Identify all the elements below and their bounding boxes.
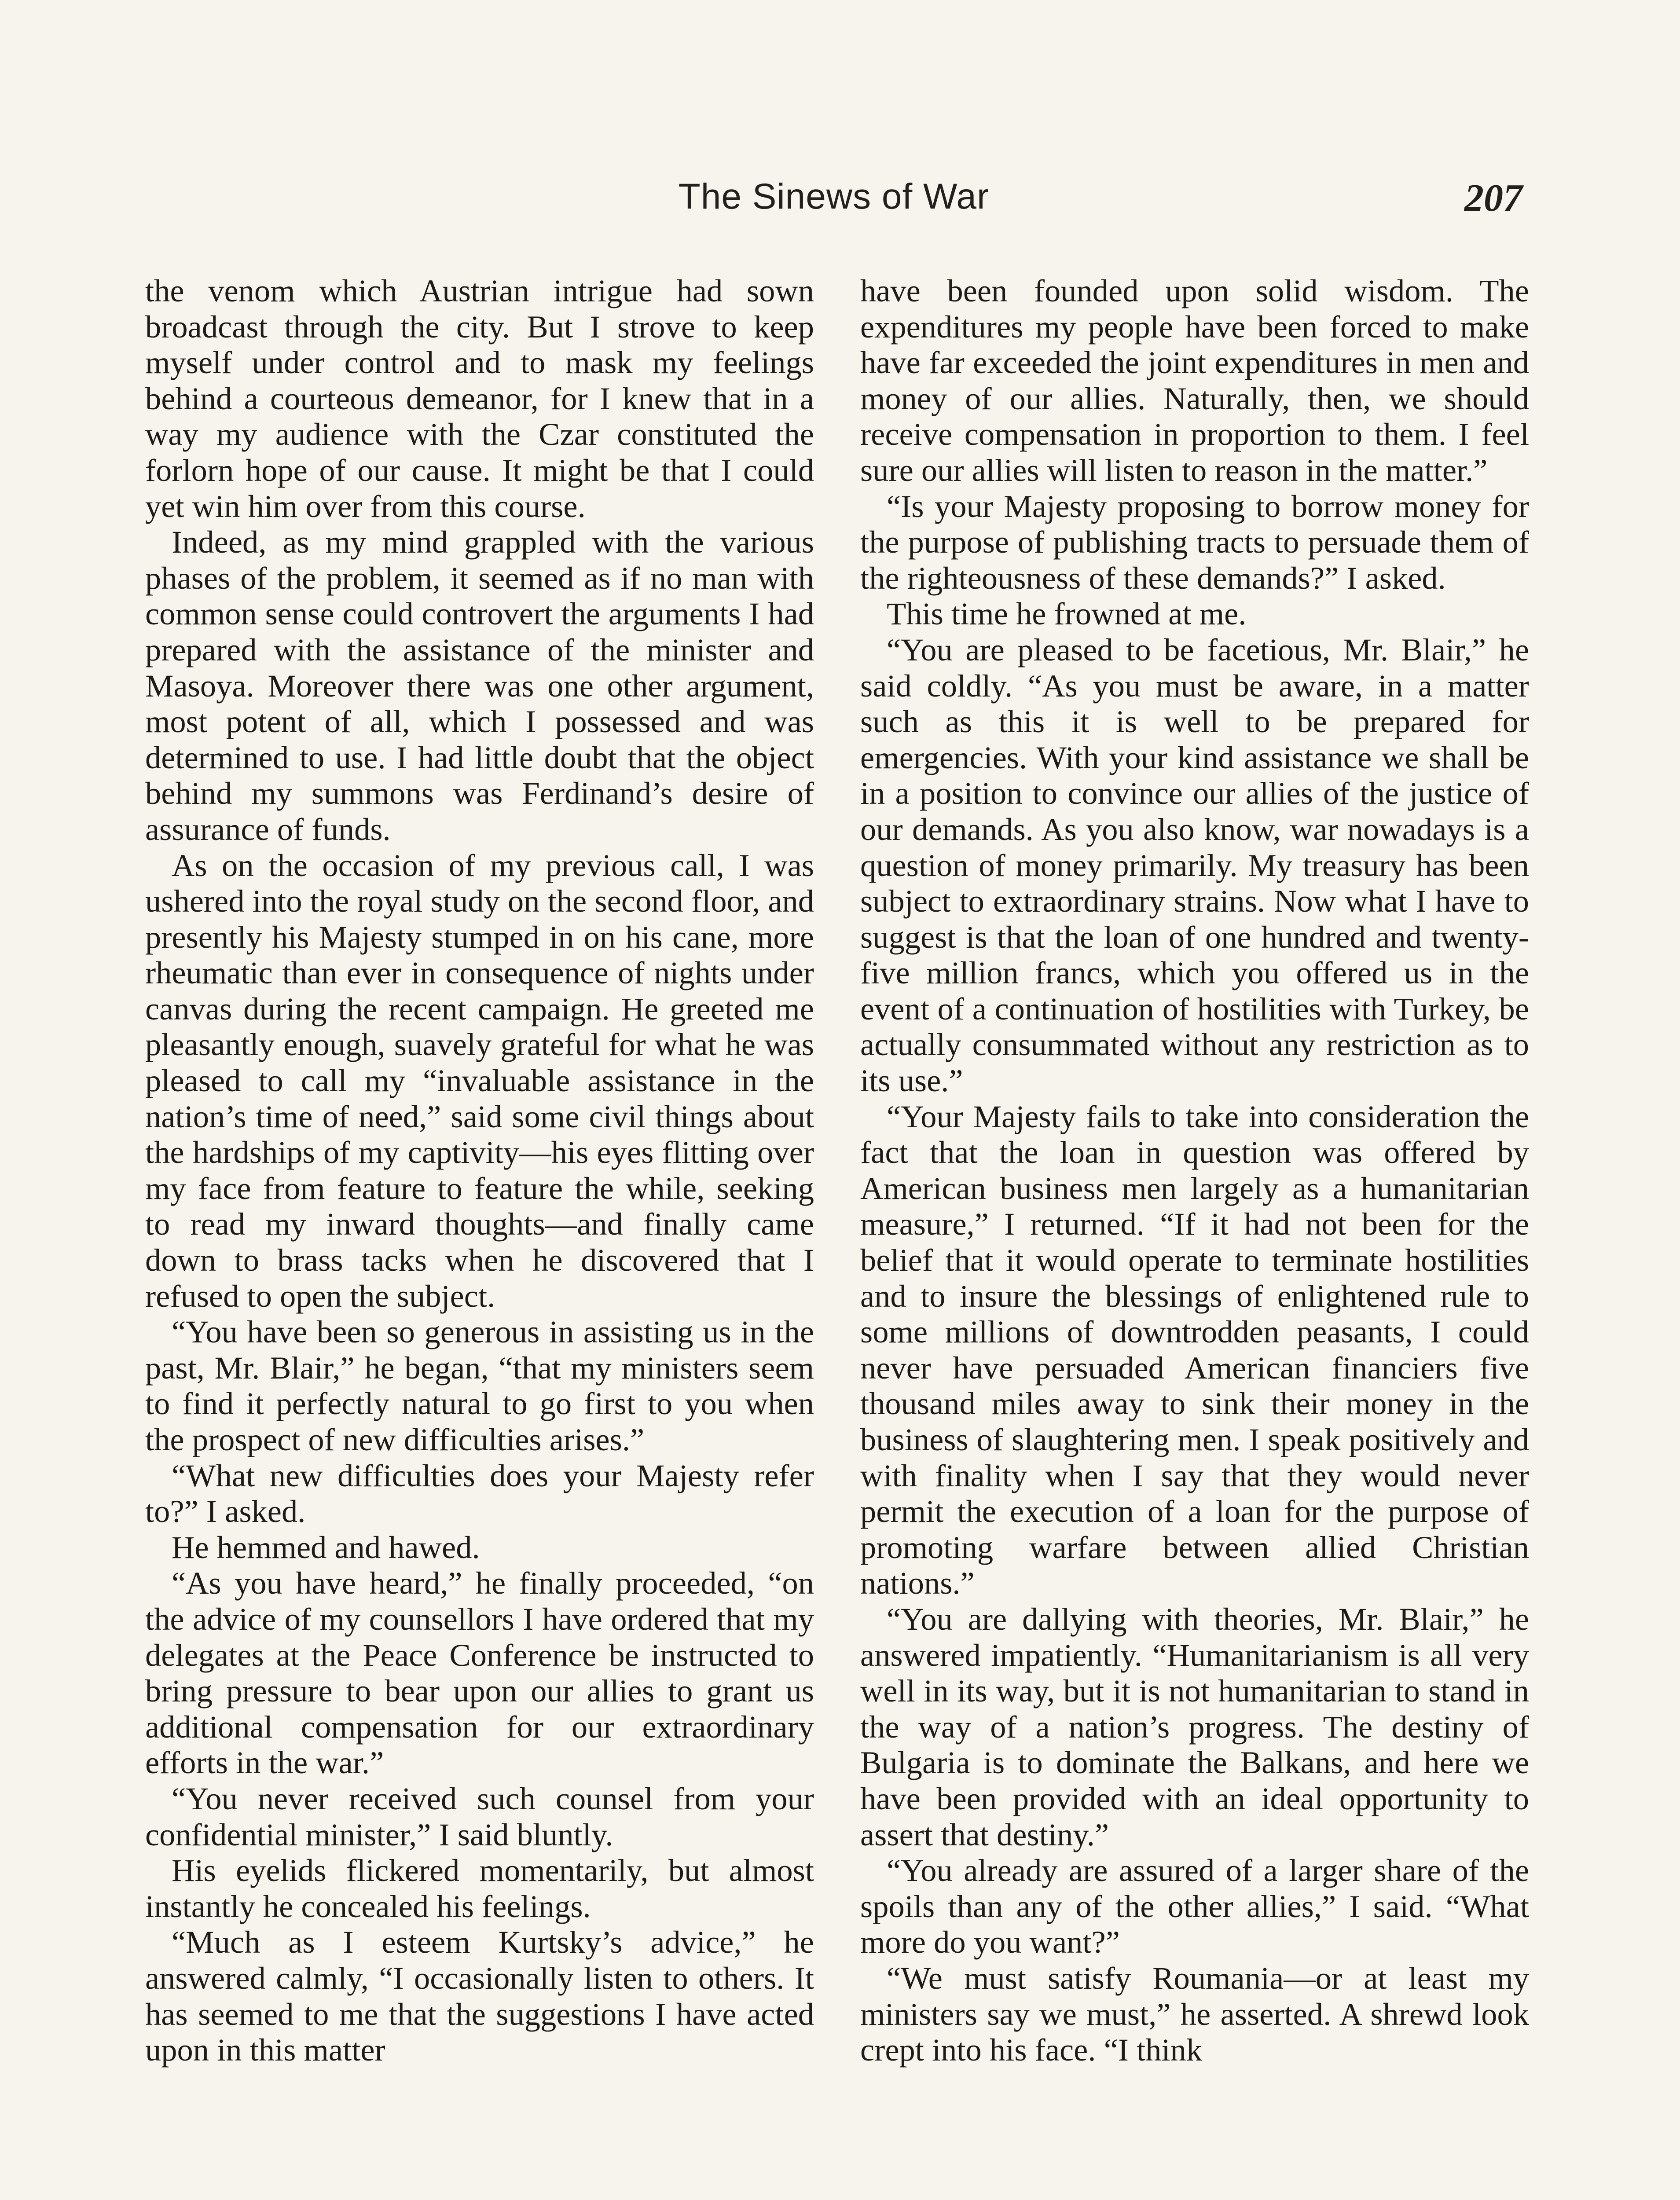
paragraph: “We must satisfy Roumania—or at least my ministers say we must,” he asserted. A shrewd look crept into his face. “I think (860, 1960, 1529, 2068)
paragraph: “Your Majesty fails to take into consideration the fact that the loan in question was offered by American business men largely as a humanitarian measure,” I returned. “If it had not been for the belief that it would operate to terminate hostilities and to insure the blessings of enlightened rule to some millions of downtrodden peasants, I could never have persuaded American financiers five thousand miles away to sink their money in the business of slaughtering men. I speak positively and with finality when I say that they would never permit the execution of a loan for the purpose of promoting warfare between allied Christian nations.” (860, 1098, 1529, 1601)
paragraph: “As you have heard,” he finally proceeded, “on the advice of my counsellors I have ordered that my delegates at the Peace Conference be instructed to bring pressure to bear upon our allies to grant us additional compensation for our extraordinary efforts in the war.” (145, 1565, 814, 1781)
paragraph: This time he frowned at me. (887, 596, 1247, 632)
paragraph: the venom which Austrian intrigue had sown broadcast through the city. But I strove to keep myself under control and to mask my feelings behind a courteous demeanor, for I knew that in a way my audience with the Czar constituted the forlorn hope of our cause. It might be that I could yet win him over from this course. (145, 273, 814, 524)
paragraph: “You are pleased to be facetious, Mr. Blair,” he said coldly. “As you must be aware, in a matter such as this it is well to be prepared for emergencies. With your kind assistance we shall be in a position to convince our allies of the justice of our demands. As you also know, war nowadays is a question of money primarily. My treasury has been subject to extraordinary strains. Now what I have to suggest is that the loan of one hundred and twenty-five million francs, which you offered us in the event of a continuation of hostilities with Turkey, be actually consummated without any restriction as to its use.” (860, 631, 1529, 1099)
paragraph: “You already are assured of a larger share of the spoils than any of the other allies,” I said. “What more do you want?” (860, 1852, 1529, 1960)
paragraph: “Much as I esteem Kurtsky’s advice,” he answered calmly, “I occasionally listen to others. It has seemed to me that the suggestions I have acted upon in this matter (145, 1924, 814, 2068)
page-header (145, 176, 1522, 233)
page-number: 207 (1464, 177, 1522, 220)
paragraph: “You are dallying with theories, Mr. Blair,” he answered impatiently. “Humanitarianism is all very well in its way, but it is not humanitarian to stand in the way of a nation’s progress. The destiny of Bulgaria is to dominate the Balkans, and here we have been provided with an ideal opportunity to assert that destiny.” (860, 1601, 1529, 1852)
running-title: The Sinews of War (678, 176, 990, 216)
paragraph: His eyelids flickered momentarily, but almost instantly he concealed his feelings. (145, 1852, 814, 1924)
paragraph: have been founded upon solid wisdom. The expenditures my people have been forced to make have far exceeded the joint expenditures in men and money of our allies. Naturally, then, we should receive compensation in proportion to them. I feel sure our allies will listen to reason in the matter.” (860, 273, 1529, 488)
paragraph: “What new difficulties does your Majesty refer to?” I asked. (145, 1457, 814, 1529)
paragraph: He hemmed and hawed. (172, 1529, 480, 1565)
left-column (145, 273, 814, 2068)
paragraph: “Is your Majesty proposing to borrow money for the purpose of publishing tracts to persuade them of the righteousness of these demands?” I asked. (860, 488, 1529, 596)
paragraph: As on the occasion of my previous call, I was ushered into the royal study on the second floor, and presently his Majesty stumped in on his cane, more rheumatic than ever in consequence of nights under canvas during the recent campaign. He greeted me pleasantly enough, suavely grateful for what he was pleased to call my “invaluable assistance in the nation’s time of need,” said some civil things about the hardships of my captivity—his eyes flitting over my face from feature to feature the while, seeking to read my inward thoughts—and finally came down to brass tacks when he discovered that I refused to open the subject. (145, 847, 814, 1314)
paragraph: Indeed, as my mind grappled with the various phases of the problem, it seemed as if no man with common sense could controvert the arguments I had prepared with the assistance of the minister and Masoya. Moreover there was one other argument, most potent of all, which I possessed and was determined to use. I had little doubt that the object behind my summons was Ferdinand’s desire of assurance of funds. (145, 524, 814, 847)
right-column (860, 273, 1529, 2068)
paragraph: “You never received such counsel from your confidential minister,” I said bluntly. (145, 1780, 814, 1852)
paragraph: “You have been so generous in assisting us in the past, Mr. Blair,” he began, “that my ministers seem to find it perfectly natural to go first to you when the prospect of new difficulties arises.” (145, 1314, 814, 1457)
